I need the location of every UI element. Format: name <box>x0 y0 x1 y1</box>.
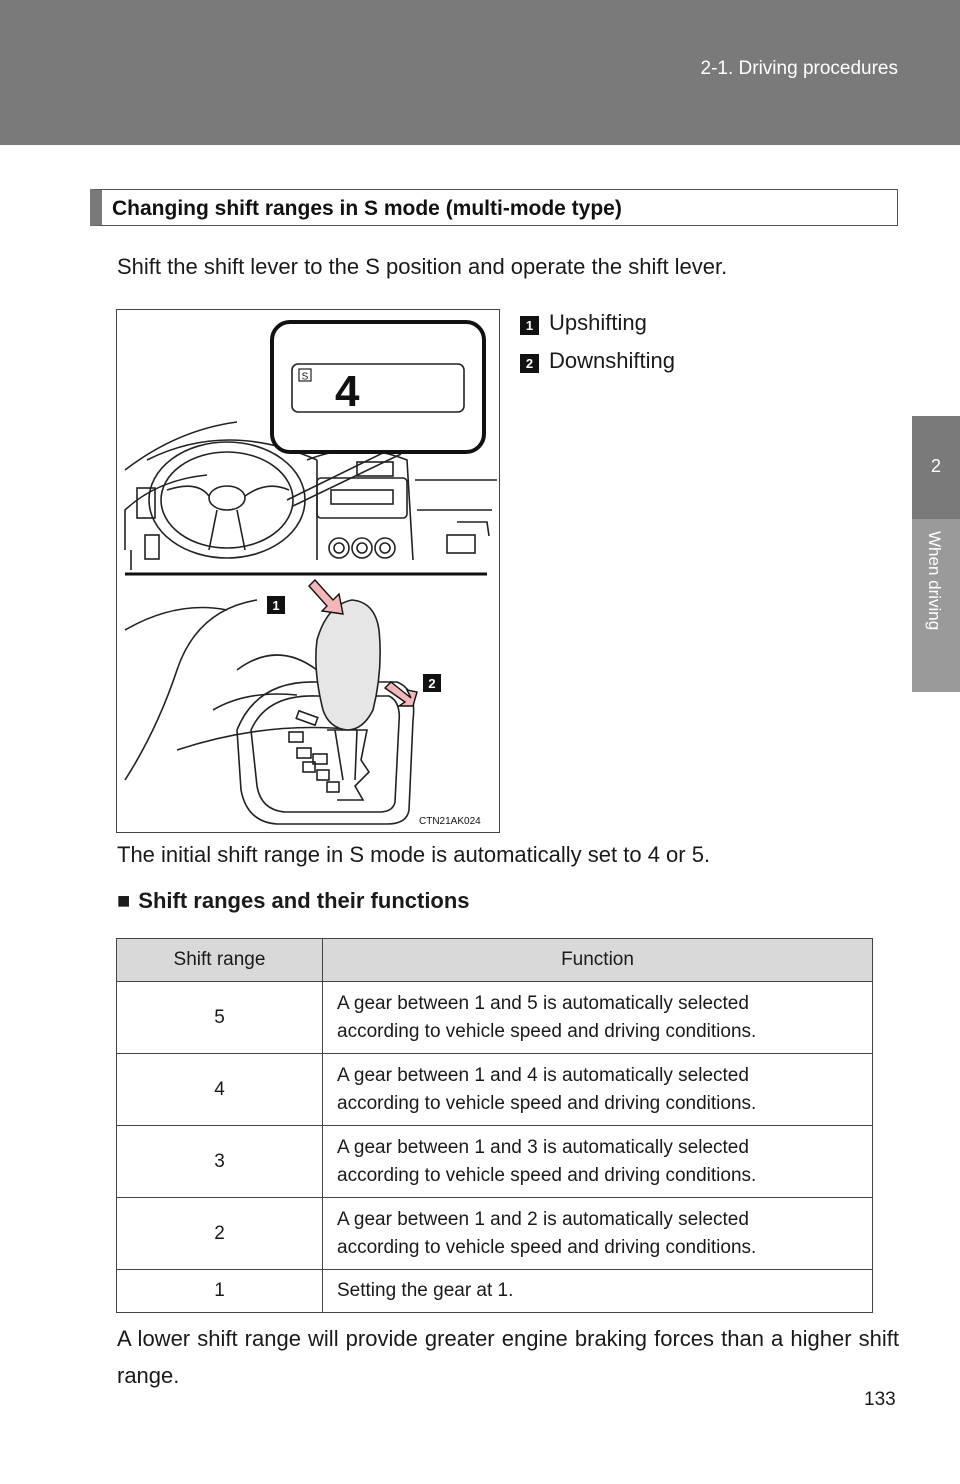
shift-ranges-table <box>116 938 873 1313</box>
function-line: according to vehicle speed and driving conditions. <box>337 1164 757 1186</box>
intro-text: Shift the shift lever to the S position and operate the shift lever. <box>117 254 728 279</box>
function-cell <box>323 1198 873 1270</box>
subheading-marker: ■ <box>117 888 131 913</box>
page-header <box>0 0 960 145</box>
function-cell <box>323 1126 873 1198</box>
legend-number: 1 <box>520 316 539 335</box>
legend-number: 2 <box>520 354 539 373</box>
legend-label: Downshifting <box>549 348 675 373</box>
function-cell <box>323 1270 873 1313</box>
chapter-tab-number: 2 <box>912 416 960 519</box>
shift-lever-illustration <box>116 309 500 833</box>
range-cell: 5 <box>117 982 323 1054</box>
range-cell: 3 <box>117 1126 323 1198</box>
function-line: A gear between 1 and 3 is automatically selected <box>337 1136 749 1158</box>
table-header-row <box>117 939 873 982</box>
subheading <box>117 888 470 914</box>
closing-paragraph: A lower shift range will provide greater engine braking forces than a higher shift range. <box>117 1326 899 1388</box>
display-gear-indicator: 4 <box>335 367 360 416</box>
initial-range-note: The initial shift range in S mode is automatically set to 4 or 5. <box>117 842 711 867</box>
table-header-range: Shift range <box>117 939 323 982</box>
function-cell <box>323 1054 873 1126</box>
legend-label: Upshifting <box>549 310 647 335</box>
table-row <box>117 1198 873 1270</box>
table-row <box>117 1126 873 1198</box>
table-header-function: Function <box>323 939 873 982</box>
chapter-tab <box>912 519 960 692</box>
function-cell <box>323 982 873 1054</box>
function-line: A gear between 1 and 4 is automatically selected <box>337 1064 749 1086</box>
range-cell: 2 <box>117 1198 323 1270</box>
table-row <box>117 1270 873 1313</box>
function-line: according to vehicle speed and driving conditions. <box>337 1236 757 1258</box>
function-line: according to vehicle speed and driving conditions. <box>337 1020 757 1042</box>
illustration-legend <box>520 304 675 380</box>
callout-1: 1 <box>272 598 280 613</box>
function-line: A gear between 1 and 5 is automatically selected <box>337 992 749 1014</box>
legend-item-upshift <box>520 304 675 342</box>
range-cell: 4 <box>117 1054 323 1126</box>
section-title: 2-1. Driving procedures <box>700 58 898 79</box>
legend-item-downshift <box>520 342 675 380</box>
display-mode-indicator: S <box>301 371 309 383</box>
range-cell: 1 <box>117 1270 323 1313</box>
figure-code: CTN21AK024 <box>419 816 481 827</box>
table-row <box>117 1054 873 1126</box>
function-line: Setting the gear at 1. <box>337 1280 514 1301</box>
chapter-tab-label: When driving <box>925 531 944 631</box>
function-line: A gear between 1 and 2 is automatically selected <box>337 1208 749 1230</box>
function-line: according to vehicle speed and driving conditions. <box>337 1092 757 1114</box>
table-row <box>117 982 873 1054</box>
subheading-text: Shift ranges and their functions <box>138 888 470 913</box>
page-number: 133 <box>864 1389 896 1410</box>
section-heading: Changing shift ranges in S mode (multi-mode type) <box>90 189 898 226</box>
callout-2: 2 <box>428 676 436 691</box>
